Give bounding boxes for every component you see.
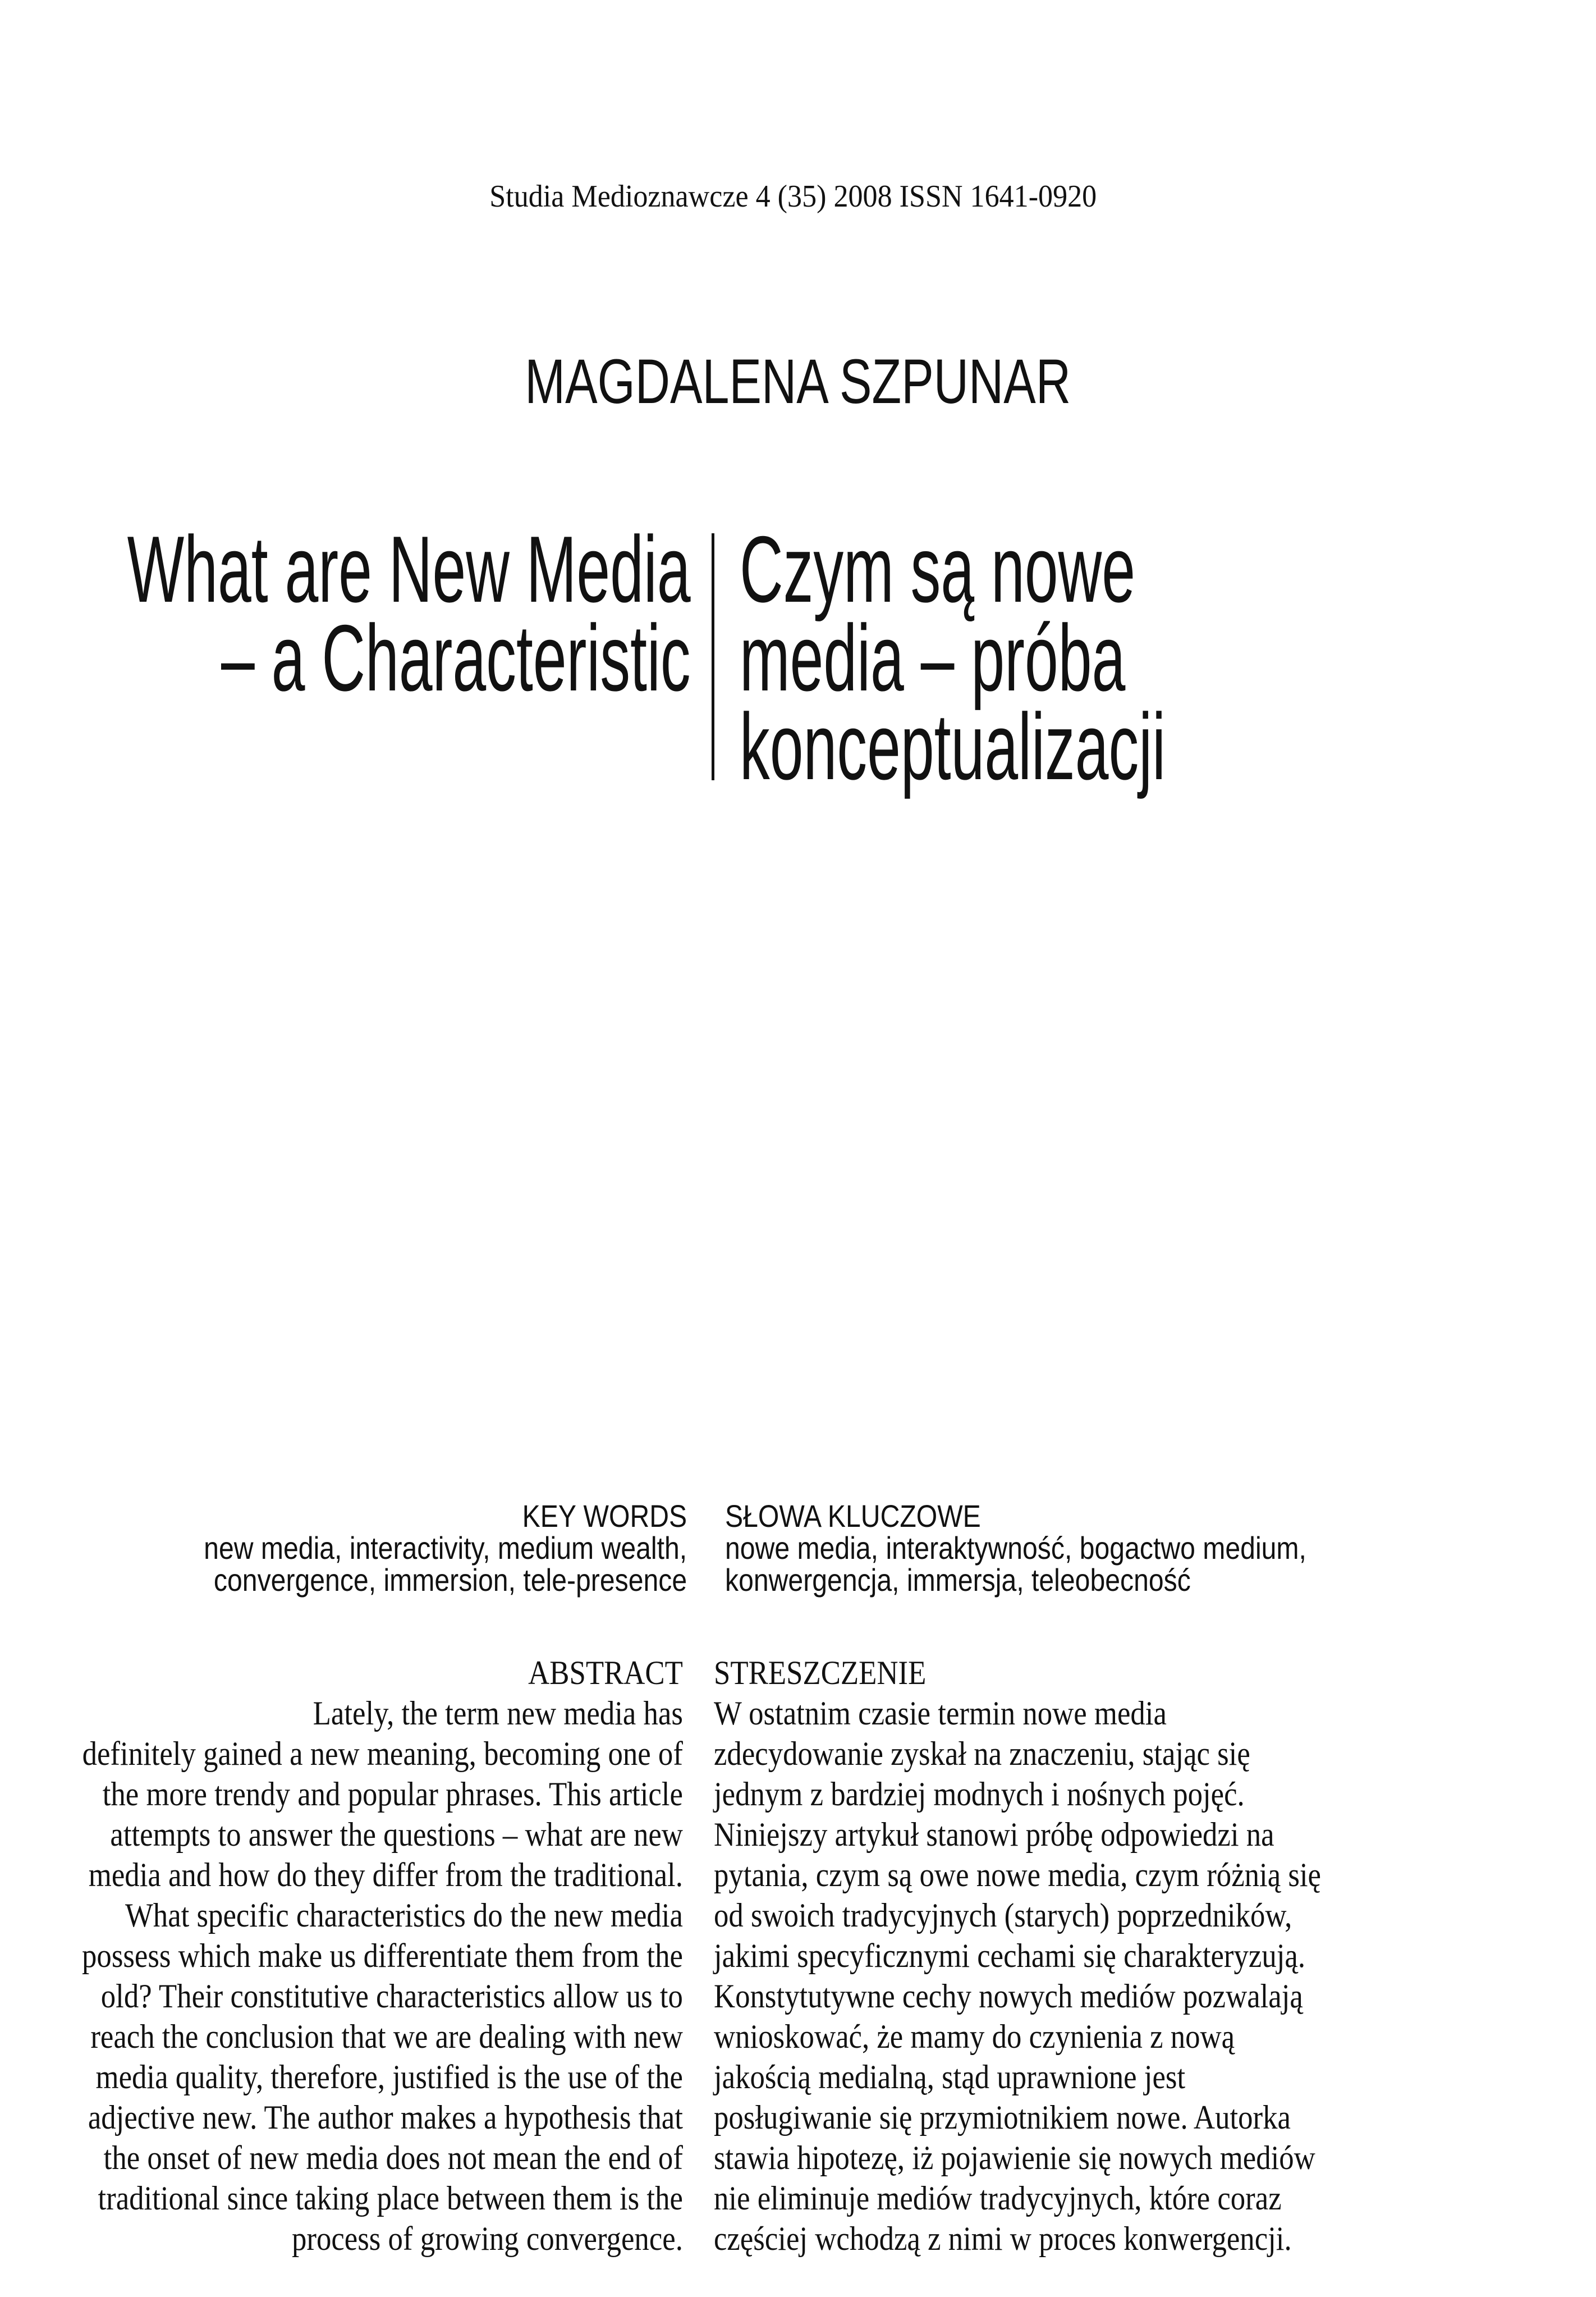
abstract-line: definitely gained a new meaning, becoming one of [82, 1735, 684, 1772]
abstract-line: nie eliminuje mediów tradycyjnych, które coraz [714, 2180, 1282, 2217]
author-name [0, 345, 1596, 418]
abstract-line: wnioskować, że mamy do czynienia z nową [714, 2018, 1235, 2055]
title-polish [740, 516, 1166, 799]
abstract-line: reach the conclusion that we are dealing with new [90, 2018, 683, 2055]
keywords-heading: KEY WORDS [522, 1498, 687, 1534]
abstract-line: pytania, czym są owe nowe media, czym różnią się [714, 1856, 1321, 1893]
abstract-line: the onset of new media does not mean the end of [103, 2139, 684, 2176]
abstract-line: od swoich tradycyjnych (starych) poprzedników, [714, 1897, 1292, 1934]
author-text: MAGDALENA SZPUNAR [525, 346, 1071, 417]
abstract-line: the more trendy and popular phrases. This article [102, 1776, 683, 1813]
abstract-line: jakimi specyficznymi cechami się charakteryzują. [714, 1937, 1306, 1974]
abstract-line: Niniejszy artykuł stanowi próbę odpowiedzi na [714, 1816, 1274, 1853]
abstract-line: attempts to answer the questions – what are new [110, 1816, 683, 1853]
abstract-line: W ostatnim czasie termin nowe media [714, 1695, 1167, 1732]
abstract-heading: STRESZCZENIE [714, 1654, 927, 1691]
abstract-line: process of growing convergence. [292, 2220, 683, 2257]
abstract-line: What specific characteristics do the new media [125, 1897, 683, 1934]
title-en-line: – a Characteristic [221, 605, 691, 711]
abstract-line: Lately, the term new media has [313, 1695, 683, 1732]
title-english [127, 516, 691, 711]
abstract-line: old? Their constitutive characteristics allow us to [100, 1978, 684, 2015]
keywords-line: new media, interactivity, medium wealth, [204, 1530, 687, 1566]
abstract-line: stawia hipotezę, iż pojawienie się nowych mediów [714, 2139, 1315, 2176]
title-en-line: What are New Media [127, 516, 691, 622]
journal-citation: Studia Medioznawcze 4 (35) 2008 ISSN 1641-0920 [489, 179, 1097, 214]
abstract-line: traditional since taking place between them is the [98, 2180, 683, 2217]
keywords-polish [725, 1500, 1306, 1596]
title-pl-line: Czym są nowe [740, 516, 1136, 622]
abstract-line: jednym z bardziej modnych i nośnych pojęć. [714, 1776, 1245, 1813]
abstract-line: media quality, therefore, justified is the use of the [95, 2058, 683, 2095]
abstract-english [82, 1653, 683, 2259]
abstract-polish [714, 1653, 1321, 2259]
abstract-line: possess which make us differentiate them from the [82, 1937, 683, 1974]
abstract-line: Konstytutywne cechy nowych mediów pozwalają [714, 1978, 1303, 2015]
keywords-line: konwergencja, immersja, teleobecność [725, 1562, 1191, 1598]
abstract-line: adjective new. The author makes a hypothesis that [88, 2099, 684, 2136]
title-divider [712, 533, 714, 780]
abstract-line: częściej wchodzą z nimi w proces konwergencji. [714, 2220, 1292, 2257]
journal-header [51, 179, 1535, 214]
abstract-line: jakością medialną, stąd uprawnione jest [714, 2058, 1186, 2095]
abstract-heading: ABSTRACT [528, 1654, 683, 1691]
abstract-line: zdecydowanie zyskał na znaczeniu, stając się [714, 1735, 1250, 1772]
keywords-heading: SŁOWA KLUCZOWE [725, 1498, 981, 1534]
abstract-line: media and how do they differ from the traditional. [88, 1856, 684, 1893]
title-pl-line: konceptualizacji [740, 694, 1166, 799]
title-pl-line: media – próba [740, 605, 1126, 711]
keywords-english [204, 1500, 687, 1596]
abstract-line: posługiwanie się przymiotnikiem nowe. Autorka [714, 2099, 1291, 2136]
keywords-line: convergence, immersion, tele-presence [213, 1562, 687, 1598]
keywords-line: nowe media, interaktywność, bogactwo medium, [725, 1530, 1306, 1566]
